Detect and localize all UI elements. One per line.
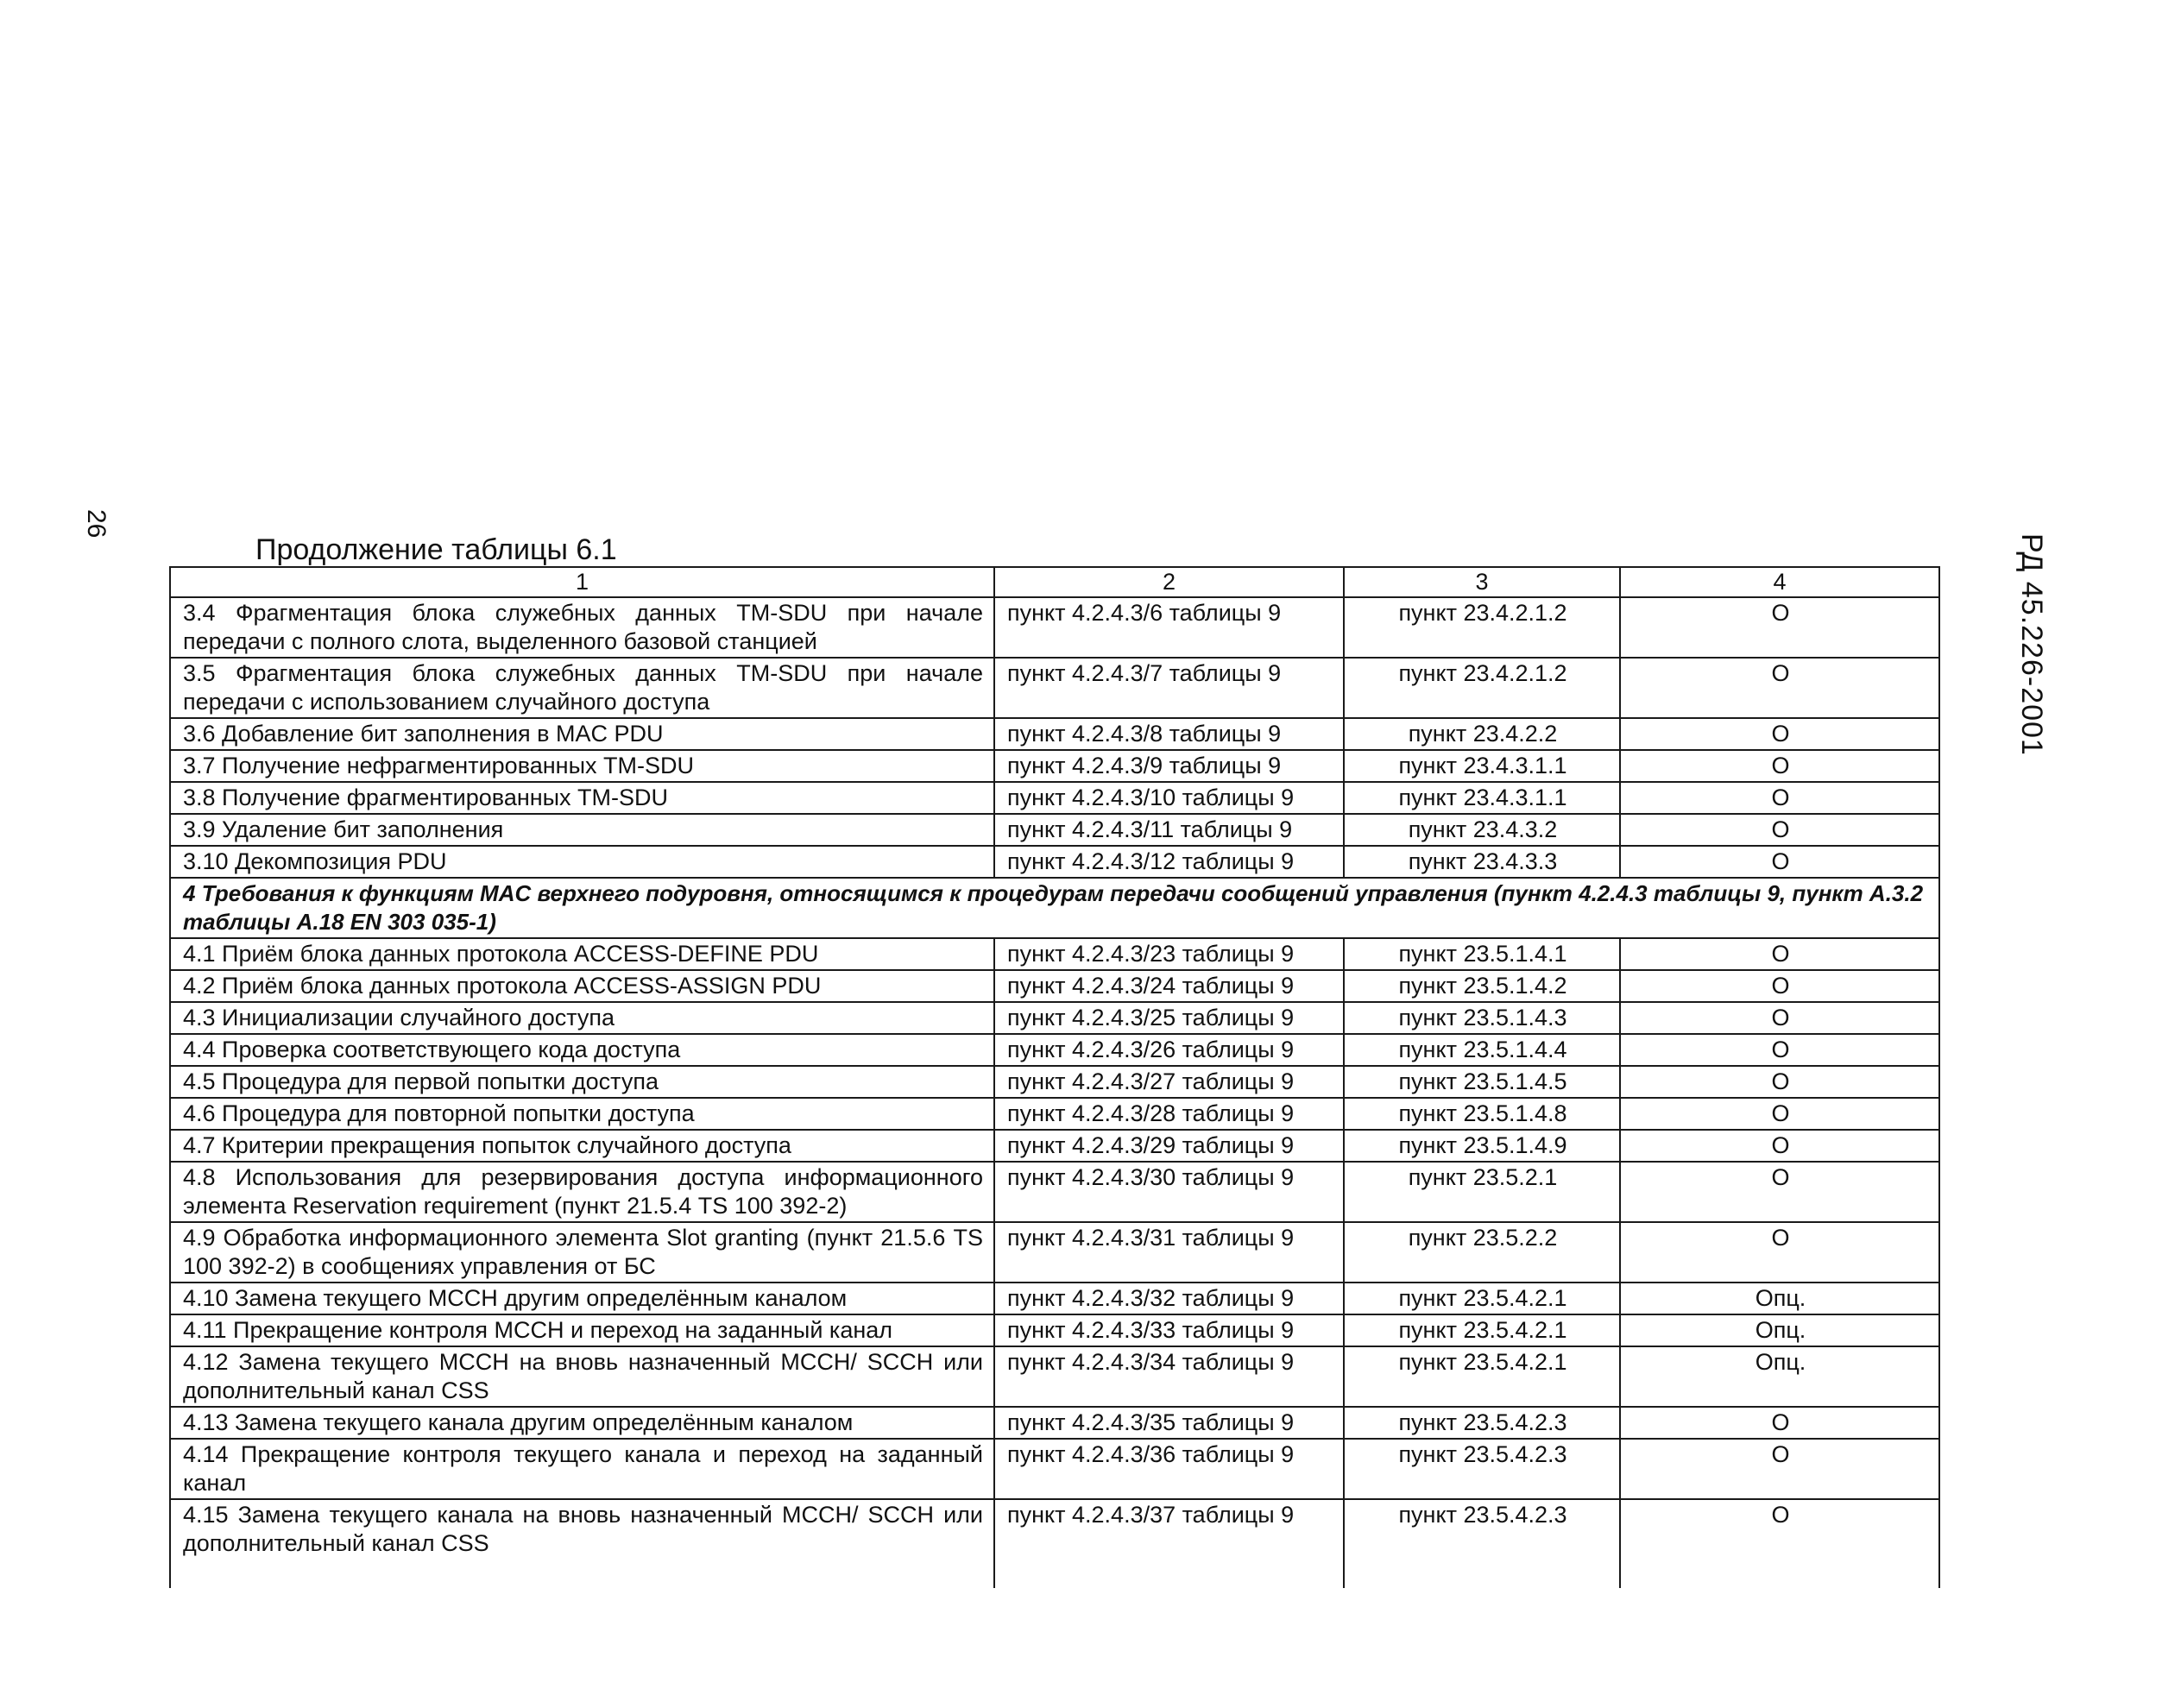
status-cell: О bbox=[1620, 1034, 1939, 1066]
column-number-row bbox=[170, 567, 1939, 597]
reference-cell: пункт 4.2.4.3/11 таблицы 9 bbox=[994, 814, 1344, 846]
reference-cell: пункт 4.2.4.3/23 таблицы 9 bbox=[994, 938, 1344, 970]
status-cell: О bbox=[1620, 1066, 1939, 1098]
requirement-cell: 4.13 Замена текущего канала другим определённым каналом bbox=[170, 1407, 994, 1439]
table-row bbox=[170, 1098, 1939, 1130]
status-cell: О bbox=[1620, 597, 1939, 658]
table-row bbox=[170, 1034, 1939, 1066]
clause-cell: пункт 23.5.1.4.5 bbox=[1344, 1066, 1620, 1098]
clause-cell: пункт 23.4.2.2 bbox=[1344, 718, 1620, 750]
status-cell: О bbox=[1620, 718, 1939, 750]
table-row bbox=[170, 1130, 1939, 1162]
reference-cell: пункт 4.2.4.3/32 таблицы 9 bbox=[994, 1283, 1344, 1314]
requirement-cell: 4.11 Прекращение контроля MCCH и переход на заданный канал bbox=[170, 1314, 994, 1346]
document-code: РД 45.226-2001 bbox=[2015, 533, 2048, 756]
requirement-cell: 4.6 Процедура для повторной попытки доступа bbox=[170, 1098, 994, 1130]
status-cell: О bbox=[1620, 814, 1939, 846]
status-cell: О bbox=[1620, 658, 1939, 718]
clause-cell: пункт 23.5.4.2.1 bbox=[1344, 1314, 1620, 1346]
clause-cell: пункт 23.5.4.2.3 bbox=[1344, 1407, 1620, 1439]
table-row bbox=[170, 782, 1939, 814]
clause-cell: пункт 23.4.2.1.2 bbox=[1344, 597, 1620, 658]
table-row bbox=[170, 1162, 1939, 1222]
table-row bbox=[170, 1499, 1939, 1588]
requirement-cell: 4.8 Использования для резервирования доступа информационного элемента Reservation requirement (пункт 21.5.4 TS 100 392-2) bbox=[170, 1162, 994, 1222]
clause-cell: пункт 23.5.4.2.1 bbox=[1344, 1283, 1620, 1314]
reference-cell: пункт 4.2.4.3/24 таблицы 9 bbox=[994, 970, 1344, 1002]
clause-cell: пункт 23.5.4.2.3 bbox=[1344, 1499, 1620, 1588]
table-row bbox=[170, 1002, 1939, 1034]
clause-cell: пункт 23.5.4.2.3 bbox=[1344, 1439, 1620, 1499]
table-row bbox=[170, 1346, 1939, 1407]
reference-cell: пункт 4.2.4.3/10 таблицы 9 bbox=[994, 782, 1344, 814]
requirement-cell: 3.5 Фрагментация блока служебных данных TM-SDU при начале передачи с использованием случайного доступа bbox=[170, 658, 994, 718]
table-row bbox=[170, 750, 1939, 782]
status-cell: О bbox=[1620, 1222, 1939, 1283]
clause-cell: пункт 23.4.3.1.1 bbox=[1344, 782, 1620, 814]
table-row bbox=[170, 1314, 1939, 1346]
requirement-cell: 3.9 Удаление бит заполнения bbox=[170, 814, 994, 846]
reference-cell: пункт 4.2.4.3/29 таблицы 9 bbox=[994, 1130, 1344, 1162]
requirement-cell: 4.2 Приём блока данных протокола ACCESS-ASSIGN PDU bbox=[170, 970, 994, 1002]
clause-cell: пункт 23.5.4.2.1 bbox=[1344, 1346, 1620, 1407]
status-cell: О bbox=[1620, 750, 1939, 782]
clause-cell: пункт 23.5.2.2 bbox=[1344, 1222, 1620, 1283]
column-number: 3 bbox=[1344, 567, 1620, 597]
status-cell: О bbox=[1620, 1098, 1939, 1130]
status-cell: О bbox=[1620, 1499, 1939, 1588]
clause-cell: пункт 23.5.1.4.1 bbox=[1344, 938, 1620, 970]
clause-cell: пункт 23.5.1.4.8 bbox=[1344, 1098, 1620, 1130]
requirement-cell: 4.12 Замена текущего MCCH на вновь назначенный MCCH/ SCCH или дополнительный канал CSS bbox=[170, 1346, 994, 1407]
clause-cell: пункт 23.4.3.2 bbox=[1344, 814, 1620, 846]
requirement-cell: 3.10 Декомпозиция PDU bbox=[170, 846, 994, 878]
table-row bbox=[170, 1439, 1939, 1499]
table-row bbox=[170, 1222, 1939, 1283]
reference-cell: пункт 4.2.4.3/37 таблицы 9 bbox=[994, 1499, 1344, 1588]
status-cell: О bbox=[1620, 1162, 1939, 1222]
requirement-cell: 4.5 Процедура для первой попытки доступа bbox=[170, 1066, 994, 1098]
status-cell: Опц. bbox=[1620, 1314, 1939, 1346]
section-heading: 4 Требования к функциям MAC верхнего подуровня, относящимся к процедурам передачи сообщений управления (пункт 4.2.4.3 таблицы 9, пункт А.3.2 таблицы А.18 EN 303 035-1) bbox=[170, 878, 1939, 938]
table-row bbox=[170, 718, 1939, 750]
reference-cell: пункт 4.2.4.3/6 таблицы 9 bbox=[994, 597, 1344, 658]
status-cell: О bbox=[1620, 1439, 1939, 1499]
reference-cell: пункт 4.2.4.3/26 таблицы 9 bbox=[994, 1034, 1344, 1066]
section-heading-row bbox=[170, 878, 1939, 938]
reference-cell: пункт 4.2.4.3/12 таблицы 9 bbox=[994, 846, 1344, 878]
clause-cell: пункт 23.5.1.4.2 bbox=[1344, 970, 1620, 1002]
reference-cell: пункт 4.2.4.3/36 таблицы 9 bbox=[994, 1439, 1344, 1499]
status-cell: О bbox=[1620, 782, 1939, 814]
status-cell: О bbox=[1620, 846, 1939, 878]
reference-cell: пункт 4.2.4.3/8 таблицы 9 bbox=[994, 718, 1344, 750]
requirement-cell: 4.15 Замена текущего канала на вновь назначенный MCCH/ SCCH или дополнительный канал CSS bbox=[170, 1499, 994, 1588]
clause-cell: пункт 23.5.2.1 bbox=[1344, 1162, 1620, 1222]
status-cell: Опц. bbox=[1620, 1346, 1939, 1407]
reference-cell: пункт 4.2.4.3/31 таблицы 9 bbox=[994, 1222, 1344, 1283]
page-number: 26 bbox=[82, 509, 110, 539]
status-cell: О bbox=[1620, 1407, 1939, 1439]
requirement-cell: 3.6 Добавление бит заполнения в MAC PDU bbox=[170, 718, 994, 750]
requirement-cell: 4.14 Прекращение контроля текущего канала и переход на заданный канал bbox=[170, 1439, 994, 1499]
reference-cell: пункт 4.2.4.3/30 таблицы 9 bbox=[994, 1162, 1344, 1222]
status-cell: О bbox=[1620, 1002, 1939, 1034]
table-row bbox=[170, 1283, 1939, 1314]
clause-cell: пункт 23.5.1.4.3 bbox=[1344, 1002, 1620, 1034]
clause-cell: пункт 23.5.1.4.9 bbox=[1344, 1130, 1620, 1162]
reference-cell: пункт 4.2.4.3/27 таблицы 9 bbox=[994, 1066, 1344, 1098]
requirement-cell: 3.4 Фрагментация блока служебных данных TM-SDU при начале передачи с полного слота, выделенного базовой станцией bbox=[170, 597, 994, 658]
table-row bbox=[170, 970, 1939, 1002]
table-row bbox=[170, 846, 1939, 878]
reference-cell: пункт 4.2.4.3/33 таблицы 9 bbox=[994, 1314, 1344, 1346]
status-cell: Опц. bbox=[1620, 1283, 1939, 1314]
column-number: 4 bbox=[1620, 567, 1939, 597]
requirement-cell: 4.7 Критерии прекращения попыток случайного доступа bbox=[170, 1130, 994, 1162]
column-number: 1 bbox=[170, 567, 994, 597]
requirement-cell: 3.8 Получение фрагментированных TM-SDU bbox=[170, 782, 994, 814]
clause-cell: пункт 23.4.3.3 bbox=[1344, 846, 1620, 878]
requirements-table-container bbox=[169, 566, 1938, 1588]
requirement-cell: 4.1 Приём блока данных протокола ACCESS-DEFINE PDU bbox=[170, 938, 994, 970]
table-row bbox=[170, 597, 1939, 658]
table-row bbox=[170, 814, 1939, 846]
status-cell: О bbox=[1620, 938, 1939, 970]
reference-cell: пункт 4.2.4.3/25 таблицы 9 bbox=[994, 1002, 1344, 1034]
status-cell: О bbox=[1620, 1130, 1939, 1162]
requirement-cell: 3.7 Получение нефрагментированных TM-SDU bbox=[170, 750, 994, 782]
clause-cell: пункт 23.5.1.4.4 bbox=[1344, 1034, 1620, 1066]
reference-cell: пункт 4.2.4.3/34 таблицы 9 bbox=[994, 1346, 1344, 1407]
table-row bbox=[170, 1407, 1939, 1439]
table-row bbox=[170, 938, 1939, 970]
column-number: 2 bbox=[994, 567, 1344, 597]
reference-cell: пункт 4.2.4.3/9 таблицы 9 bbox=[994, 750, 1344, 782]
table-row bbox=[170, 658, 1939, 718]
reference-cell: пункт 4.2.4.3/35 таблицы 9 bbox=[994, 1407, 1344, 1439]
clause-cell: пункт 23.4.3.1.1 bbox=[1344, 750, 1620, 782]
requirement-cell: 4.10 Замена текущего MCCH другим определённым каналом bbox=[170, 1283, 994, 1314]
requirement-cell: 4.3 Инициализации случайного доступа bbox=[170, 1002, 994, 1034]
requirement-cell: 4.9 Обработка информационного элемента Slot granting (пункт 21.5.6 TS 100 392-2) в сообщениях управления от БС bbox=[170, 1222, 994, 1283]
table-caption: Продолжение таблицы 6.1 bbox=[255, 533, 617, 566]
requirements-table bbox=[169, 566, 1940, 1588]
requirement-cell: 4.4 Проверка соответствующего кода доступа bbox=[170, 1034, 994, 1066]
reference-cell: пункт 4.2.4.3/28 таблицы 9 bbox=[994, 1098, 1344, 1130]
status-cell: О bbox=[1620, 970, 1939, 1002]
table-row bbox=[170, 1066, 1939, 1098]
clause-cell: пункт 23.4.2.1.2 bbox=[1344, 658, 1620, 718]
reference-cell: пункт 4.2.4.3/7 таблицы 9 bbox=[994, 658, 1344, 718]
